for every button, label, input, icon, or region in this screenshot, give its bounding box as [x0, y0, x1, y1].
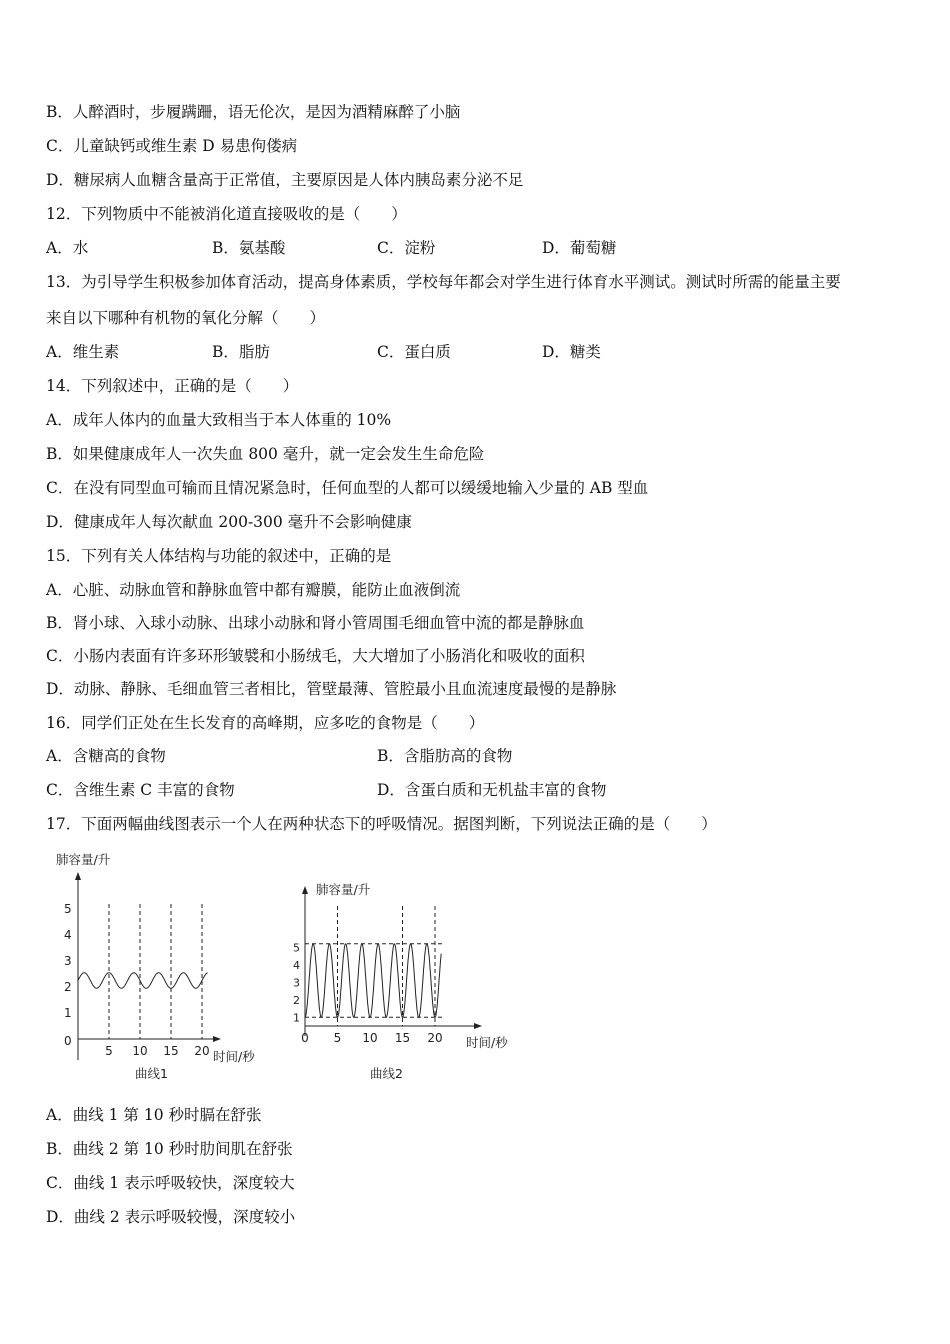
q13-option-d: D．糖类	[542, 343, 601, 361]
q15-option-c: C．小肠内表面有许多环形皱襞和小肠绒毛，大大增加了小肠消化和吸收的面积	[46, 647, 585, 665]
q16-option-d: D．含蛋白质和无机盐丰富的食物	[377, 781, 607, 799]
q17-option-b: B．曲线 2 第 10 秒时肋间肌在舒张	[46, 1140, 293, 1158]
chart2-ytick-4: 5	[293, 941, 300, 955]
chart1-title: 曲线1	[135, 1066, 168, 1081]
chart1-ylabel: 肺容量/升	[56, 852, 111, 867]
q17-option-a: A．曲线 1 第 10 秒时膈在舒张	[46, 1106, 262, 1124]
q15-option-d: D．动脉、静脉、毛细血管三者相比，管壁最薄、管腔最小且血流速度最慢的是静脉	[46, 680, 617, 698]
q16-stem: 16．同学们正处在生长发育的高峰期，应多吃的食物是（ ）	[46, 714, 485, 732]
q14-option-c: C．在没有同型血可输而且情况紧急时，任何血型的人都可以缓缓地输入少量的 AB 型血	[46, 479, 649, 497]
q15-option-a: A．心脏、动脉血管和静脉血管中都有瓣膜，能防止血液倒流	[46, 581, 461, 599]
chart2-x-arrow	[474, 1023, 482, 1029]
chart1-series-line	[78, 973, 208, 989]
chart1-xtick-0: 5	[105, 1044, 113, 1058]
chart2-xtick-0: 0	[301, 1031, 309, 1045]
chart1-x-arrow	[213, 1036, 221, 1042]
chart-curve-1	[40, 848, 280, 1088]
q13-stem-line2: 来自以下哪种有机物的氧化分解（ ）	[46, 309, 326, 327]
q17-option-d: D．曲线 2 表示呼吸较慢，深度较小	[46, 1208, 296, 1226]
chart2-ytick-1: 2	[293, 993, 300, 1007]
chart1-ytick-1: 1	[64, 1006, 72, 1020]
q16-option-a: A．含糖高的食物	[46, 747, 166, 765]
chart1-xlabel: 时间/秒	[213, 1049, 255, 1064]
q11-option-b: B．人醉酒时，步履蹒跚，语无伦次，是因为酒精麻醉了小脑	[46, 103, 461, 121]
q14-option-a: A．成年人体内的血量大致相当于本人体重的 10%	[46, 411, 392, 429]
q13-option-c: C．蛋白质	[377, 343, 451, 361]
q12-option-a: A．水	[46, 239, 89, 257]
q11-option-c: C．儿童缺钙或维生素 D 易患佝偻病	[46, 137, 298, 155]
q16-option-c: C．含维生素 C 丰富的食物	[46, 781, 235, 799]
q13-option-a: A．维生素	[46, 343, 120, 361]
q13-stem-line1: 13．为引导学生积极参加体育活动，提高身体素质，学校每年都会对学生进行体育水平测试。测试时所需的能量主要	[46, 273, 841, 291]
chart2-ytick-3: 4	[293, 958, 300, 972]
chart1-xtick-3: 20	[194, 1044, 210, 1058]
q14-stem: 14．下列叙述中，正确的是（ ）	[46, 377, 299, 395]
q17-option-c: C．曲线 1 表示呼吸较快，深度较大	[46, 1174, 295, 1192]
chart1-xtick-2: 15	[163, 1044, 179, 1058]
chart1-xtick-1: 10	[132, 1044, 148, 1058]
chart-curve-2	[280, 876, 540, 1086]
q12-option-d: D．葡萄糖	[542, 239, 617, 257]
chart2-xtick-1: 5	[333, 1031, 342, 1045]
chart2-series-line	[305, 944, 441, 1018]
q15-stem: 15．下列有关人体结构与功能的叙述中，正确的是	[46, 547, 392, 565]
q15-option-b: B．肾小球、入球小动脉、出球小动脉和肾小管周围毛细血管中流的都是静脉血	[46, 614, 585, 632]
chart2-xtick-3: 15	[394, 1031, 411, 1045]
q17-stem: 17．下面两幅曲线图表示一个人在两种状态下的呼吸情况。据图判断，下列说法正确的是（ ）	[46, 815, 717, 833]
chart1-ytick-4: 4	[64, 928, 72, 942]
q16-option-b: B．含脂肪高的食物	[377, 747, 513, 765]
chart1-origin-label: 0	[64, 1034, 72, 1048]
q12-option-c: C．淀粉	[377, 239, 436, 257]
chart2-title: 曲线2	[370, 1066, 403, 1081]
chart1-ytick-5: 5	[64, 902, 72, 916]
chart2-xlabel: 时间/秒	[466, 1035, 508, 1050]
q12-stem: 12．下列物质中不能被消化道直接吸收的是（ ）	[46, 205, 407, 223]
q13-option-b: B．脂肪	[212, 343, 270, 361]
q14-option-b: B．如果健康成年人一次失血 800 毫升，就一定会发生生命危险	[46, 445, 485, 463]
chart2-ytick-2: 3	[293, 976, 300, 990]
q12-option-b: B．氨基酸	[212, 239, 286, 257]
q14-option-d: D．健康成年人每次献血 200-300 毫升不会影响健康	[46, 513, 412, 531]
chart1-ytick-2: 2	[64, 980, 72, 994]
chart2-ytick-0: 1	[293, 1011, 300, 1025]
chart2-ylabel: 肺容量/升	[316, 882, 371, 897]
chart2-y-arrow	[302, 886, 308, 894]
q11-option-d: D．糖尿病人血糖含量高于正常值，主要原因是人体内胰岛素分泌不足	[46, 171, 524, 189]
chart1-y-arrow	[75, 872, 81, 880]
chart2-xtick-4: 20	[427, 1031, 443, 1045]
chart1-ytick-3: 3	[64, 954, 72, 968]
chart2-xtick-2: 10	[362, 1031, 378, 1045]
